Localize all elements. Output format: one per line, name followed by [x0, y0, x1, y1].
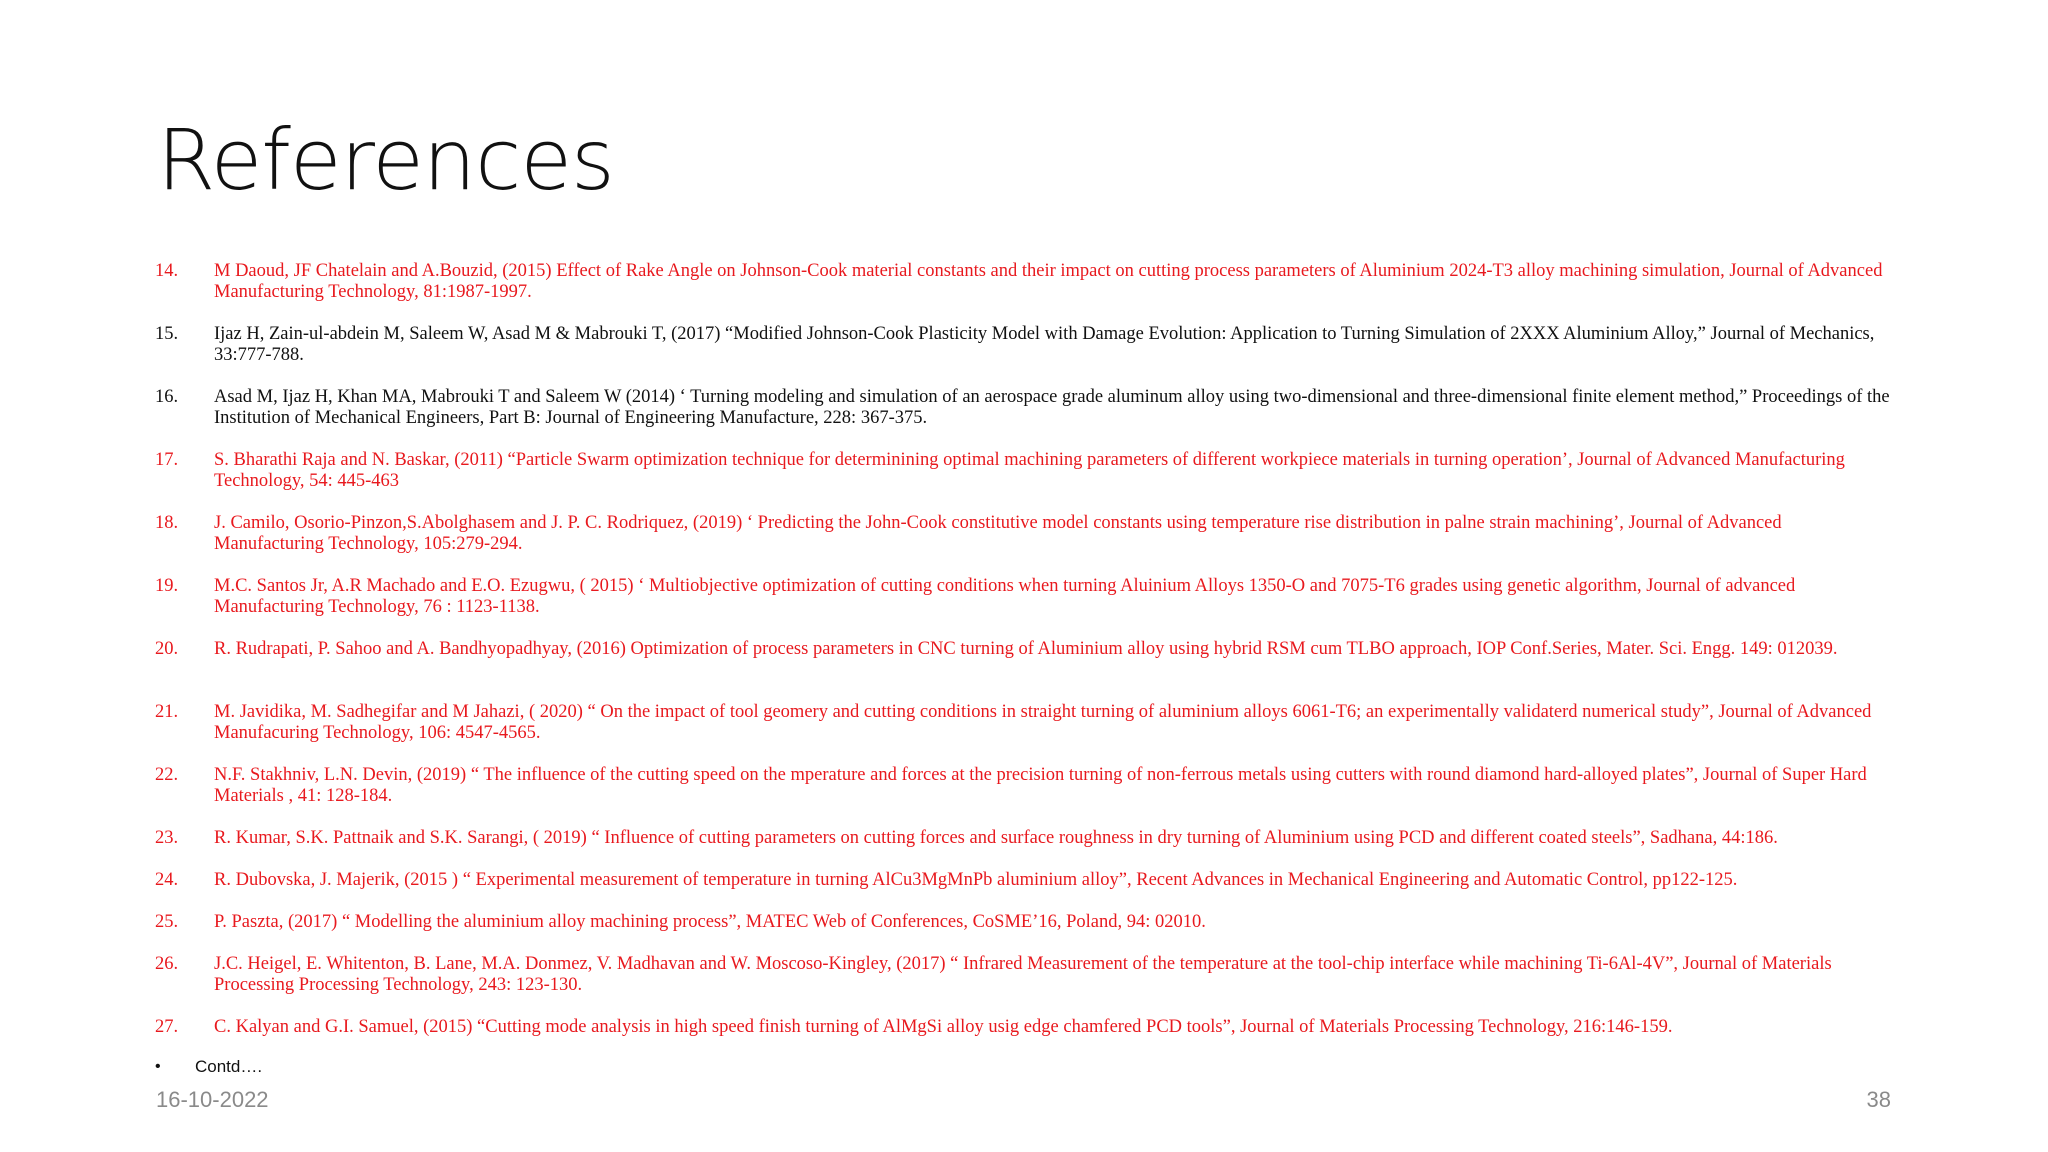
reference-item [155, 261, 1895, 324]
reference-text: Asad M, Ijaz H, Khan MA, Mabrouki T and Saleem W (2014) ‘ Turning modeling and simulation of an aerospace grade aluminum alloy using two-dimensional and three-dimensional finite element method,” Proceedings of the Institution of Mechanical Engineers, Part B: Journal of Engineering Manufacture, 228: 367-375. [214, 387, 1890, 428]
reference-item [155, 702, 1895, 765]
references-list [155, 261, 1895, 1059]
bullet-dot-icon: • [155, 1058, 161, 1075]
reference-number: 24. [155, 870, 179, 890]
reference-number: 19. [155, 576, 179, 596]
reference-item [155, 450, 1895, 513]
reference-text: J. Camilo, Osorio-Pinzon,S.Abolghasem and J. P. C. Rodriquez, (2019) ‘ Predicting the John-Cook constitutive model constants using temperature rise distribution in palne strain machining’, Journal of Advanced Manufacturing Technology, 105:279-294. [214, 513, 1782, 554]
reference-number: 16. [155, 387, 179, 407]
reference-item [155, 870, 1895, 912]
reference-text: M Daoud, JF Chatelain and A.Bouzid, (2015) Effect of Rake Angle on Johnson-Cook material constants and their impact on cutting process parameters of Aluminium 2024-T3 alloy machining simulation, Journal of Advanced Manufacturing Technology, 81:1987-1997. [214, 261, 1883, 302]
reference-number: 22. [155, 765, 179, 785]
reference-item [155, 912, 1895, 954]
reference-item [155, 828, 1895, 870]
reference-text: R. Kumar, S.K. Pattnaik and S.K. Sarangi, ( 2019) “ Influence of cutting parameters on cutting forces and surface roughness in dry turning of Aluminium using PCD and different coated steels”, Sadhana, 44:186. [214, 828, 1778, 848]
reference-number: 20. [155, 639, 179, 659]
reference-number: 27. [155, 1017, 179, 1037]
reference-text: M.C. Santos Jr, A.R Machado and E.O. Ezugwu, ( 2015) ‘ Multiobjective optimization of cutting conditions when turning Aluinium Alloys 1350-O and 7075-T6 grades using genetic algorithm, Journal of advanced Manufacturing Technology, 76 : 1123-1138. [214, 576, 1796, 617]
contd-bullet [155, 1057, 262, 1077]
reference-item [155, 576, 1895, 639]
slide-title: References [157, 111, 614, 209]
reference-text: N.F. Stakhniv, L.N. Devin, (2019) “ The influence of the cutting speed on the mperature and forces at the precision turning of non-ferrous metals using cutters with round diamond hard-alloyed plates”, Journal of Super Hard Materials , 41: 128-184. [214, 765, 1867, 806]
reference-number: 14. [155, 261, 179, 281]
reference-number: 26. [155, 954, 179, 974]
reference-text: Ijaz H, Zain-ul-abdein M, Saleem W, Asad M & Mabrouki T, (2017) “Modified Johnson-Cook Plasticity Model with Damage Evolution: Application to Turning Simulation of 2XXX Aluminium Alloy,” Journal of Mechanics, 33:777-788. [214, 324, 1875, 365]
reference-text: R. Dubovska, J. Majerik, (2015 ) “ Experimental measurement of temperature in turning AlCu3MgMnPb aluminium alloy”, Recent Advances in Mechanical Engineering and Automatic Control, pp122-125. [214, 870, 1738, 890]
reference-item [155, 954, 1895, 1017]
reference-number: 18. [155, 513, 179, 533]
reference-text: J.C. Heigel, E. Whitenton, B. Lane, M.A. Donmez, V. Madhavan and W. Moscoso-Kingley, (2017) “ Infrared Measurement of the temperature at the tool-chip interface while machining Ti-6Al-4V”, Journal of Materials Processing Processing Technology, 243: 123-130. [214, 954, 1832, 995]
reference-number: 15. [155, 324, 179, 344]
reference-item [155, 1017, 1895, 1059]
page-number: 38 [1866, 1087, 1891, 1112]
reference-text: S. Bharathi Raja and N. Baskar, (2011) “Particle Swarm optimization technique for determinining optimal machining parameters of different workpiece materials in turning operation’, Journal of Advanced Manufacturing Technology, 54: 445-463 [214, 450, 1845, 491]
reference-item [155, 513, 1895, 576]
reference-item [155, 324, 1895, 387]
reference-text: C. Kalyan and G.I. Samuel, (2015) “Cutting mode analysis in high speed finish turning of AlMgSi alloy usig edge chamfered PCD tools”, Journal of Materials Processing Technology, 216:146-159. [214, 1017, 1673, 1037]
reference-item [155, 765, 1895, 828]
reference-number: 25. [155, 912, 179, 932]
contd-text: Contd…. [195, 1057, 263, 1076]
reference-text: M. Javidika, M. Sadhegifar and M Jahazi, ( 2020) “ On the impact of tool geomery and cutting conditions in straight turning of aluminium alloys 6061-T6; an experimentally validaterd numerical study”, Journal of Advanced Manufacuring Technology, 106: 4547-4565. [214, 702, 1872, 743]
reference-item [155, 639, 1895, 702]
footer-date: 16-10-2022 [156, 1087, 269, 1112]
reference-number: 21. [155, 702, 179, 722]
reference-item [155, 387, 1895, 450]
reference-number: 17. [155, 450, 179, 470]
reference-text: P. Paszta, (2017) “ Modelling the aluminium alloy machining process”, MATEC Web of Conferences, CoSME’16, Poland, 94: 02010. [214, 912, 1206, 932]
reference-text: R. Rudrapati, P. Sahoo and A. Bandhyopadhyay, (2016) Optimization of process parameters in CNC turning of Aluminium alloy using hybrid RSM cum TLBO approach, IOP Conf.Series, Mater. Sci. Engg. 149: 012039. [214, 639, 1838, 659]
reference-number: 23. [155, 828, 179, 848]
